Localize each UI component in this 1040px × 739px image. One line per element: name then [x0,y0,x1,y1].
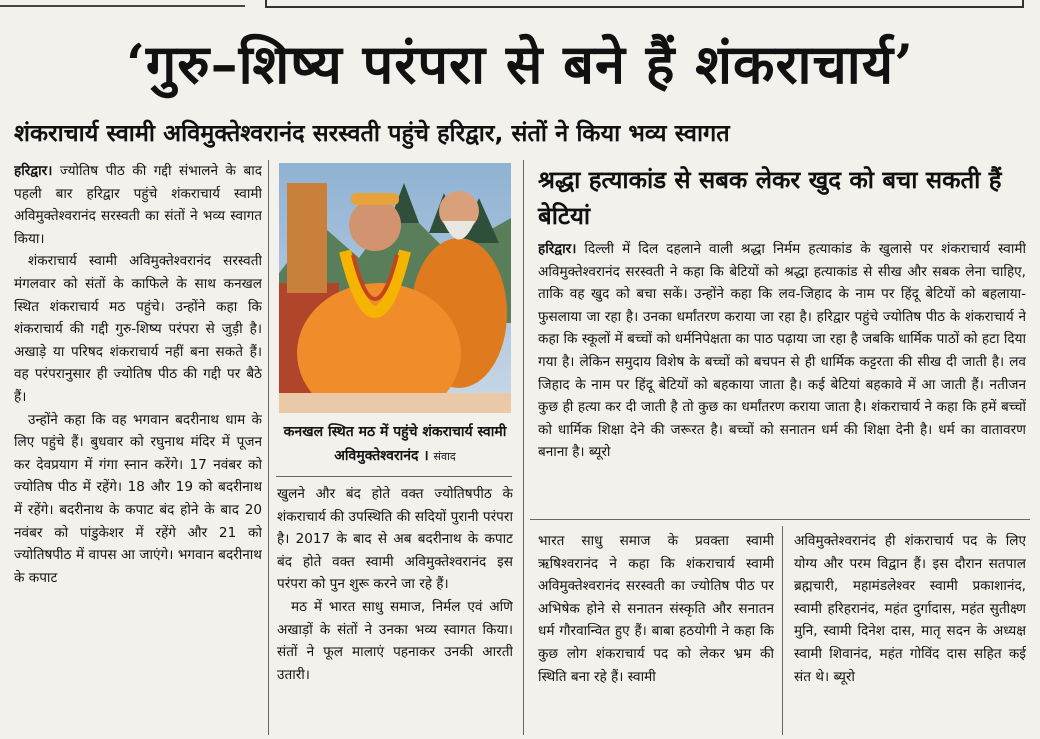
col4-para-1 [794,530,1026,688]
news-photo [279,163,511,413]
caption-divider [276,476,512,477]
col2-para-1: खुलने और बंद होते वक्त ज्योतिषपीठ के शंकराचार्य की उपस्थिति की सदियों पुरानी परंपरा है। 2017 के बाद से अब बदरीनाथ के कपाट बंद होते वक्त स्वामी अविमुक्तेश्वरानंद इस परंपरा को पुन शुरू करने जा रहे हैं। [277,486,513,593]
col1-para-2: शंकराचार्य स्वामी अविमुक्तेश्वरानंद सरस्वती मंगलवार को संतों के काफिले के साथ कनखल स्थित शंकराचार्य मठ पहुंचे। उन्होंने कहा कि शंकराचार्य की गद्दी गुरु-शिष्य परंपरा से जुड़ी है। अखाड़े या परिषद शंकराचार्य नहीं बना सकते हैं। वह परंपरानुसार ही ज्योतिष पीठ की गद्दी पर बैठे हैं। [14,253,262,405]
col4-text: अविमुक्तेश्वरानंद ही शंकराचार्य पद के लिए योग्य और परम विद्वान हैं। इस दौरान सतपाल ब्रह्मचारी, महामंडलेश्वर स्वामी प्रकाशानंद, स्वामी हरिहरानंद, महंत दुर्गादास, महंत सुतीक्ष्ण मुनि, स्वामी दिनेश दास, मातृ सदन के अध्यक्ष स्वामी शिवानंद, महंत गोविंद दास सहित कई संत थे। [794,533,1026,685]
main-story-column-4 [794,530,1026,736]
side-story-divider [530,519,1030,520]
top-rule-left [0,5,245,7]
dateline: हरिद्वार। [14,163,53,179]
col1-para-1 [14,160,262,250]
column-divider-3 [782,526,783,735]
top-border [0,0,1040,12]
main-story-column-3 [538,530,774,736]
column-divider-2 [523,160,524,735]
photo-caption [277,420,513,470]
col1-para-1-text: ज्योतिष पीठ की गद्दी संभालने के बाद पहली बार हरिद्वार पहुंचे शंकराचार्य स्वामी अविमुक्तेश्वरानंद सरस्वती का संतों ने भव्य स्वागत किया। [14,163,262,247]
page-subheadline: शंकराचार्य स्वामी अविमुक्तेश्वरानंद सरस्वती पहुंचे हरिद्वार, संतों ने किया भव्य स्वागत [14,119,730,147]
col1-para-3: उन्होंने कहा कि वह भगवान बदरीनाथ धाम के लिए पहुंचे हैं। बुधवार को रघुनाथ मंदिर में पूजन कर देवप्रयाग में गंगा स्नान करेंगे। 17 नवंबर को ज्योतिष पीठ में रहेंगे। 18 और 19 को बदरीनाथ में रहेंगे। बदरीनाथ के कपाट बंद होने के बाद 20 नवंबर को पांडुकेशर में रहेंगे और 21 को ज्योतिषपीठ में वापस आ जाएंगे। भगवान बदरीनाथ के कपाट [14,411,262,586]
photo-caption-text: कनखल स्थित मठ में पहुंचे शंकराचार्य स्वामी अविमुक्तेश्वरानंद । [283,424,507,464]
side-story-text: दिल्ली में दिल दहलाने वाली श्रद्धा निर्मम हत्याकांड के खुलासे पर शंकराचार्य स्वामी अविमुक्तेश्वरानंद सरस्वती ने कहा कि बेटियों को श्रद्धा हत्याकांड से सीख और सबक लेना चाहिए, ताकि वह खुद को बचा सकें। उन्होंने कहा कि लव-जिहाद के नाम पर हिंदू बेटियों को बहलाया-फुसलाया जा रहा है। उनका धर्मांतरण कराया जा रहा है। हरिद्वार पहुंचे ज्योतिष पीठ के शंकराचार्य ने कहा कि स्कूलों में बच्चों को धर्मनिपेक्षता का पाठ पढ़ाया जा रहा है जबकि धार्मिक पाठों को हटा दिया गया है। लेकिन समुदाय विशेष के बच्चों को बचपन से ही धार्मिक कट्टरता की सीख दी जाती है। लव जिहाद के नाम पर हिंदू बेटियों को बहकाया जाता है। कई बेटियां बहकावे में आ जाती हैं। नतीजन कुछ ही हत्या कर दी जाती है तो कुछ का धर्मांतरण कराया जाता है। शंकराचार्य ने कहा कि हमें बच्चों को धार्मिक शिक्षा देने की जरूरत है। बच्चों को सनातन धर्म की शिक्षा देनी है। धर्म का वातावरण बनाना है। [538,241,1026,461]
photo-credit: संवाद [433,450,456,463]
photo-illustration [279,163,511,413]
col4-byline: ब्यूरो [833,668,855,685]
col2-para-2: मठ में भारत साधु समाज, निर्मल एवं अणि अखाड़ों के संतों ने उनका भव्य स्वागत किया। संतों ने फूल मालाएं पहनाकर उनकी आरती उतारी। [277,598,513,683]
main-story-column-1 [14,160,262,736]
page-headline: ‘गुरु–शिष्य परंपरा से बने हैं शंकराचार्य’ [126,32,914,96]
side-story-para [538,238,1026,464]
side-story-body [538,238,1026,512]
main-story-column-2 [277,483,513,736]
side-story-byline: ब्यूरो [588,444,611,461]
top-rule-box [265,0,1024,8]
side-story-headline: श्रद्धा हत्याकांड से सबक लेकर खुद को बचा सकती हैं बेटियां [538,166,1002,230]
col3-para-1: भारत साधु समाज के प्रवक्ता स्वामी ऋषिश्वरानंद ने कहा कि शंकराचार्य स्वामी अविमुक्तेश्वरानंद सरस्वती का ज्योतिष पीठ पर अभिषेक होने से सनातन संस्कृति और सनातन धर्म गौरवान्वित हुए हैं। बाबा हठयोगी ने कहा कि कुछ लोग शंकराचार्य पद को लेकर भ्रम की स्थिति बना रहे हैं। स्वामी [538,533,774,685]
column-divider-1 [268,160,269,735]
side-dateline: हरिद्वार। [538,241,577,257]
